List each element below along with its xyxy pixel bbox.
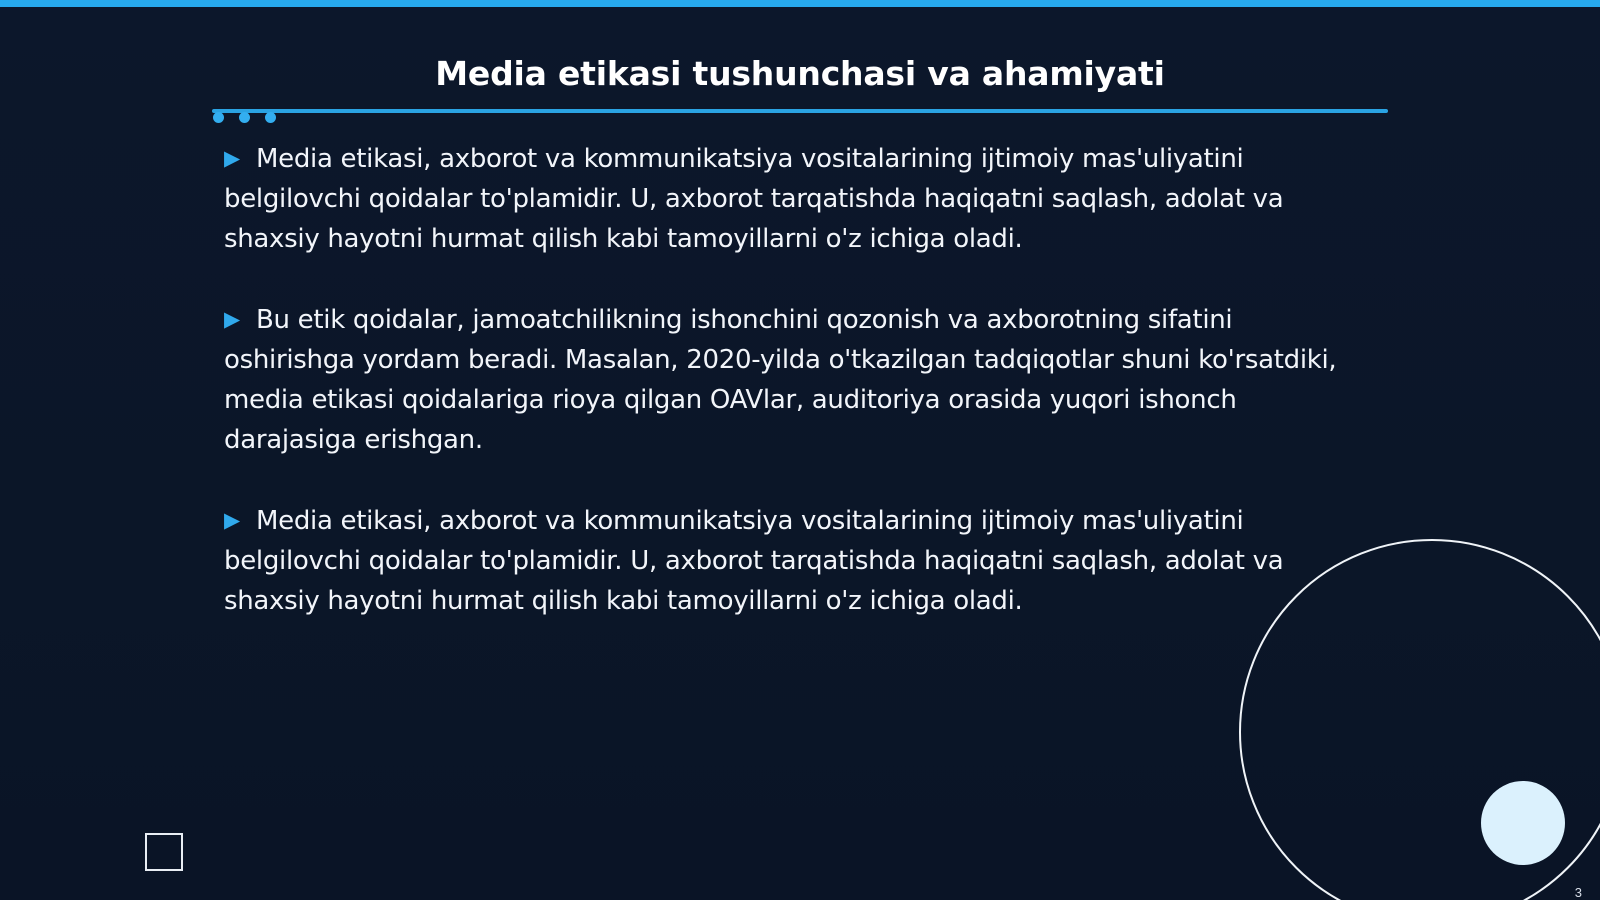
decorative-disc: [1481, 781, 1565, 865]
bullet-text: Bu etik qoidalar, jamoatchilikning ishonchini qozonish va axborotning sifatini oshirishga yordam beradi. Masalan, 2020-yilda o'tkazilgan tadqiqotlar shuni ko'rsatdiki, media etikasi qoidalariga rioya qilgan OAVlar, auditoriya orasida yuqori ishonch darajasiga erishgan.: [224, 305, 1337, 455]
title-underline: [212, 109, 1388, 113]
slide-title: Media etikasi tushunchasi va ahamiyati: [435, 54, 1165, 93]
decorative-square: [145, 833, 183, 871]
bullet-text: Media etikasi, axborot va kommunikatsiya vositalarining ijtimoiy mas'uliyatini belgilovchi qoidalar to'plamidir. U, axborot tarqatishda haqiqatni saqlash, adolat va shaxsiy hayotni hurmat qilish kabi tamoyillarni o'z ichiga oladi.: [224, 506, 1284, 616]
top-accent-bar: [0, 0, 1600, 7]
decorative-dot: [213, 112, 224, 123]
bullet-item: [224, 500, 1354, 621]
triangle-bullet-icon: ▶: [224, 307, 240, 331]
decorative-dot: [265, 112, 276, 123]
triangle-bullet-icon: ▶: [224, 146, 240, 170]
page-number: 3: [1574, 885, 1582, 900]
decorative-dot: [239, 112, 250, 123]
bullet-item: [224, 138, 1354, 259]
bullet-text: Media etikasi, axborot va kommunikatsiya vositalarining ijtimoiy mas'uliyatini belgilovchi qoidalar to'plamidir. U, axborot tarqatishda haqiqatni saqlash, adolat va shaxsiy hayotni hurmat qilish kabi tamoyillarni o'z ichiga oladi.: [224, 144, 1284, 254]
bullet-item: [224, 299, 1354, 460]
triangle-bullet-icon: ▶: [224, 508, 240, 532]
bullet-list: [224, 138, 1354, 661]
